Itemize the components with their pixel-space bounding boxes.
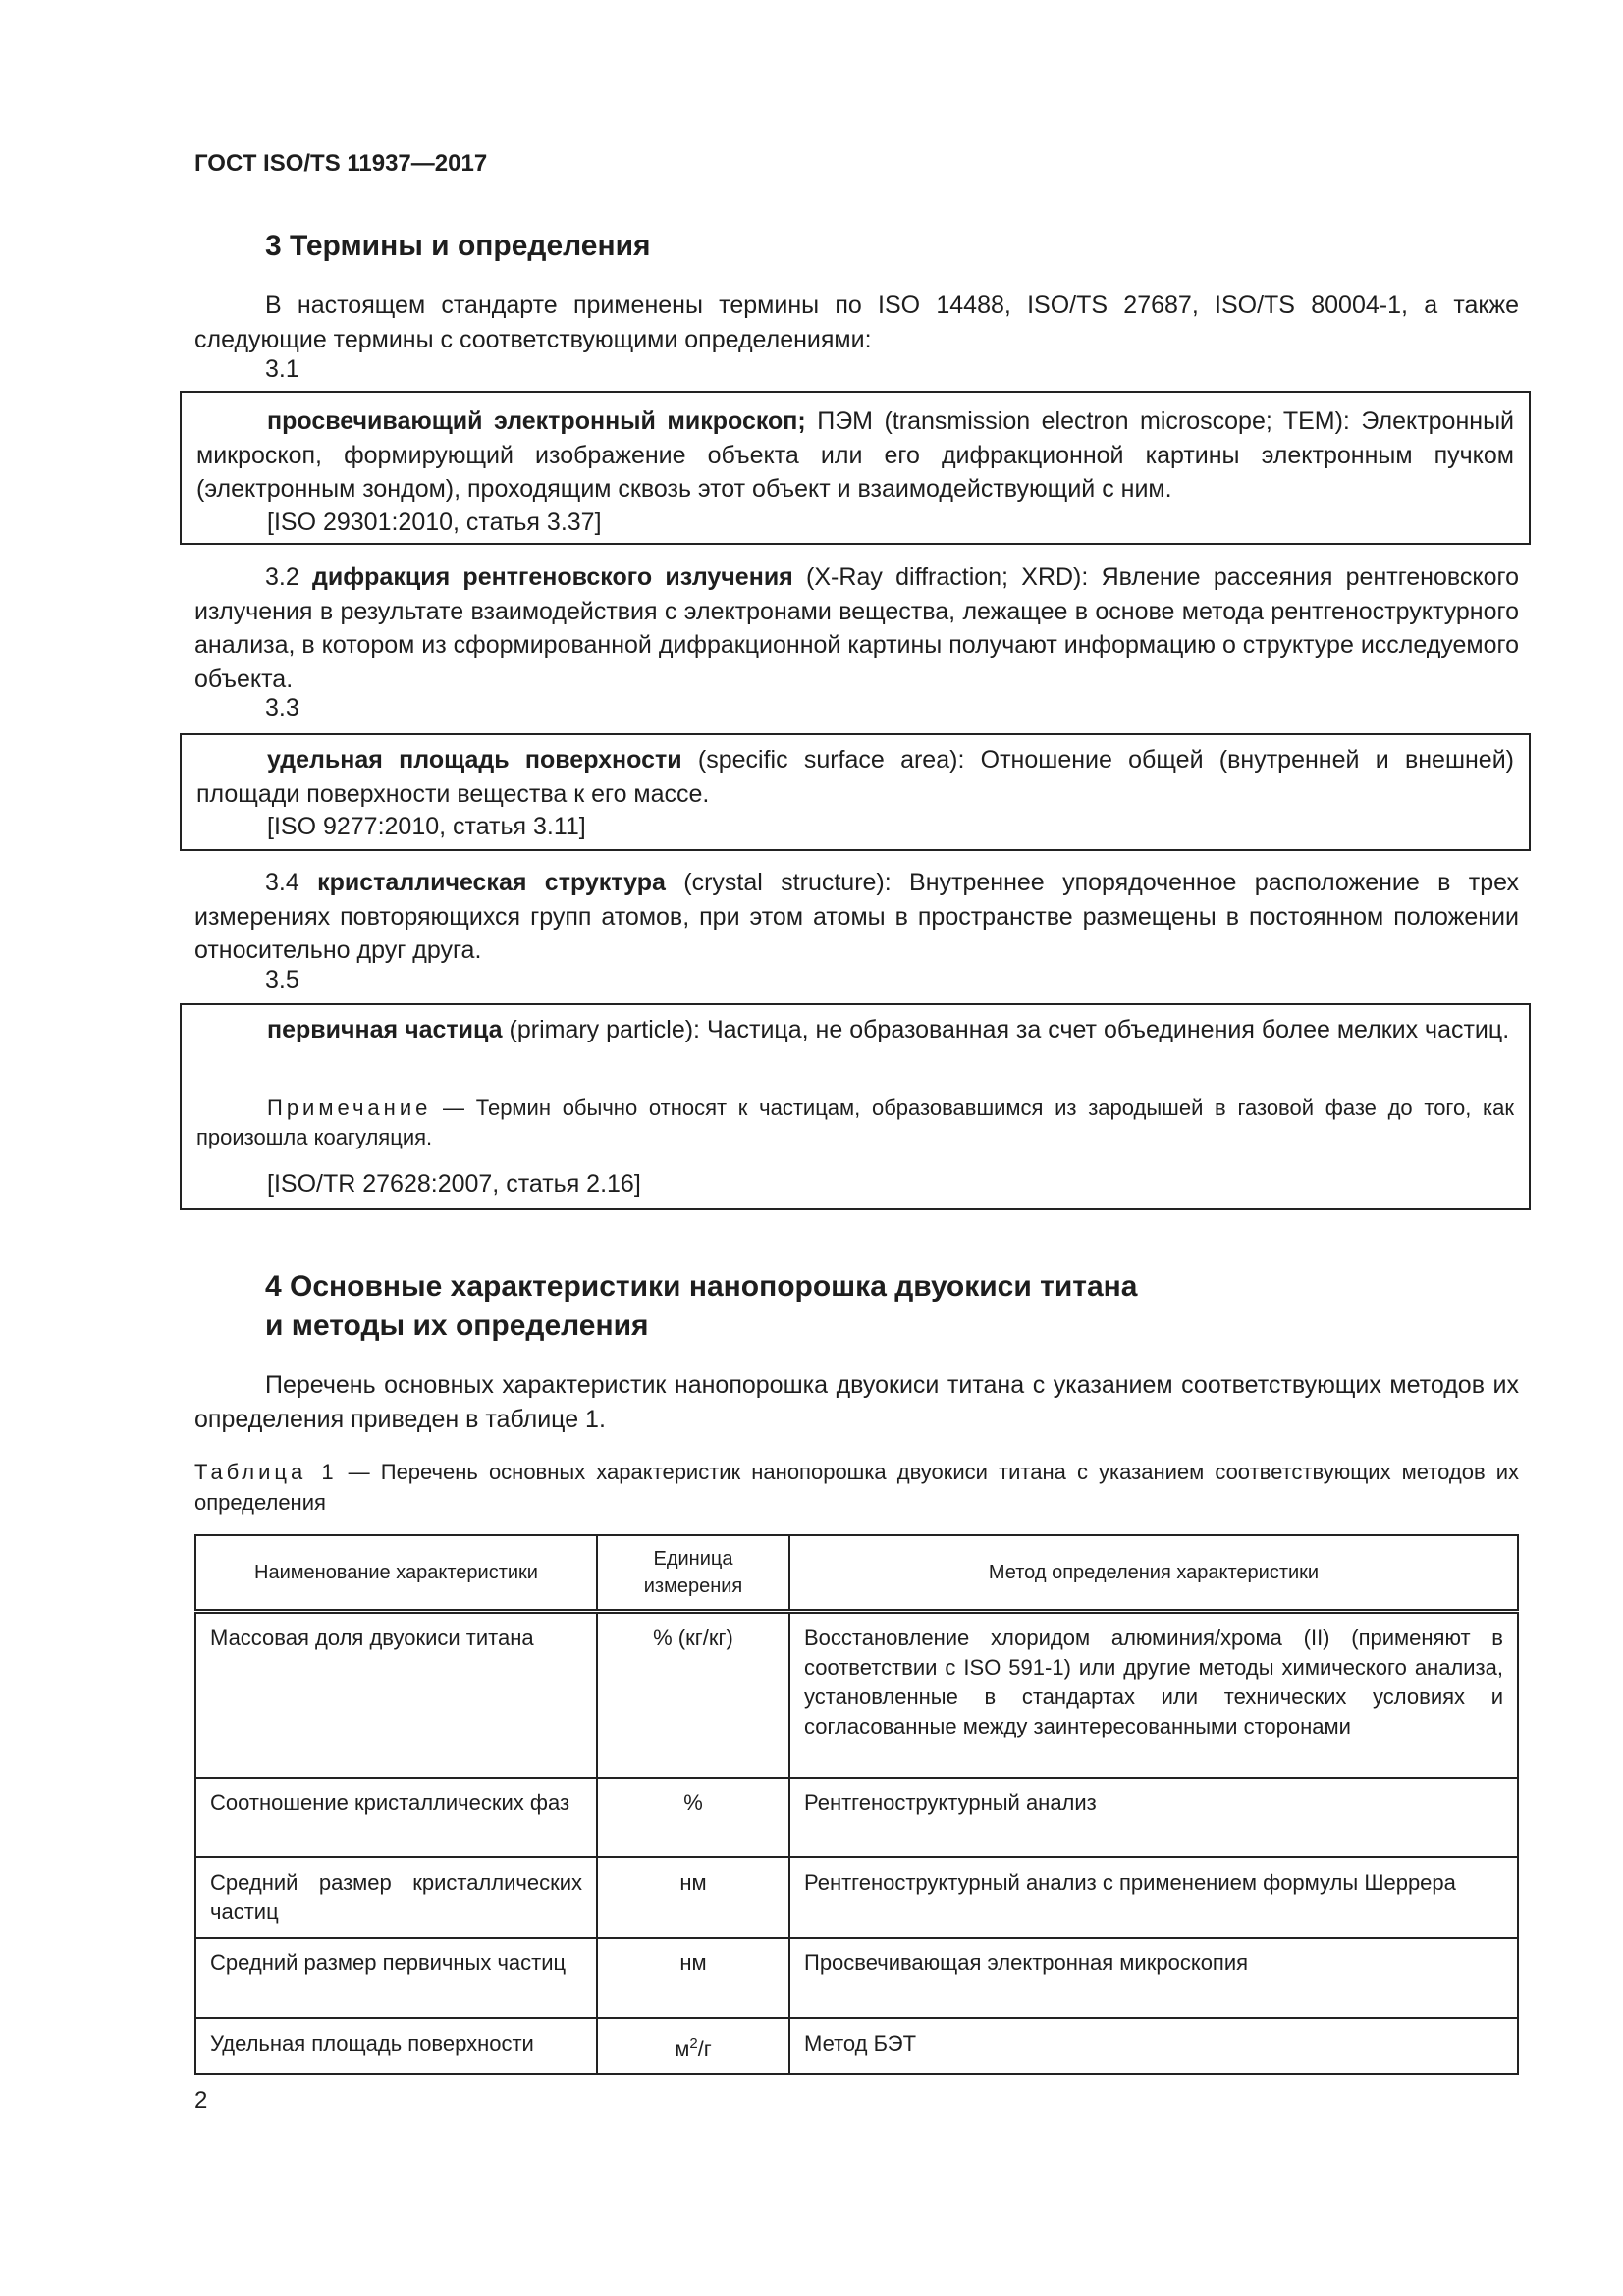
term-number: 3.2 [265, 563, 313, 591]
cell-unit [597, 2018, 789, 2074]
term: кристаллическая структура [317, 869, 666, 896]
term-reference: [ISO/TR 27628:2007, статья 2.16] [267, 1170, 641, 1198]
cell-method: Рентгеноструктурный анализ с применением формулы Шеррера [789, 1857, 1518, 1938]
term-number: 3.1 [265, 355, 299, 383]
unit-superscript: 2 [689, 2034, 698, 2052]
term: первичная частица [267, 1016, 503, 1043]
table-row [195, 2018, 1518, 2074]
cell-method: Просвечивающая электронная микроскопия [789, 1938, 1518, 2018]
unit-rest: /г [697, 2035, 712, 2060]
header-name: Наименование характеристики [195, 1535, 597, 1612]
cell-name: Массовая доля двуокиси титана [195, 1612, 597, 1778]
table-row [195, 1857, 1518, 1938]
term-definition [196, 1013, 1514, 1047]
definition: (primary particle): Частица, не образованная за счет объединения более мелких частиц. [502, 1016, 1510, 1043]
term: дифракция рентгеновского излучения [312, 563, 793, 591]
table-row [195, 1938, 1518, 2018]
term-number: 3.5 [265, 966, 299, 993]
section-4-title [265, 1267, 1137, 1346]
term: удельная площадь поверхности [267, 746, 682, 774]
term-3-4 [194, 866, 1519, 968]
cell-name: Удельная площадь поверхности [195, 2018, 597, 2074]
table-caption [194, 1457, 1519, 1518]
table-row [195, 1778, 1518, 1857]
term-3-2 [194, 561, 1519, 696]
note-text: — Термин обычно относят к частицам, образовавшимся из зародышей в газовой фазе до того, как произошла коагуляция. [196, 1095, 1514, 1149]
cell-name: Средний размер кристаллических частиц [195, 1857, 597, 1938]
cell-name: Средний размер первичных частиц [195, 1938, 597, 2018]
term-number: 3.3 [265, 694, 299, 721]
table-row [195, 1612, 1518, 1778]
section-4-title-line-2: и методы их определения [265, 1309, 649, 1342]
cell-unit: % (кг/кг) [597, 1612, 789, 1778]
definition: (X-Ray diffraction; XRD): Явление рассеяния рентгеновского излучения в результате взаимодействия с электронами вещества, лежащее в основе метода рентгеноструктурного анализа, в котором из сформированной дифракционной картины получают информацию о структуре исследуемого объекта. [194, 563, 1519, 693]
definition: (crystal structure): Внутреннее упорядоченное расположение в трех измерениях повторяющихся групп атомов, при этом атомы в пространстве размещены в постоянном положении относительно друг друга. [194, 869, 1519, 964]
table-caption-label: Таблица 1 [194, 1460, 338, 1484]
unit-base: м [675, 2035, 690, 2060]
table-caption-text: — Перечень основных характеристик нанопорошка двуокиси титана с указанием соответствующих методов их определения [194, 1460, 1520, 1515]
section-3-intro: В настоящем стандарте применены термины по ISO 14488, ISO/TS 27687, ISO/TS 80004-1, а также следующие термины с соответствующими определениями: [194, 292, 1519, 353]
note-label: Примечание [267, 1095, 432, 1120]
cell-name: Соотношение кристаллических фаз [195, 1778, 597, 1857]
document-id: ГОСТ ISO/TS 11937—2017 [194, 150, 488, 177]
table-header-row [195, 1535, 1518, 1612]
term: просвечивающий электронный микроскоп; [267, 407, 806, 435]
cell-unit: % [597, 1778, 789, 1857]
term-number: 3.4 [265, 869, 318, 896]
term-note [196, 1094, 1514, 1152]
section-3-title: 3 Термины и определения [265, 230, 651, 262]
section-4-title-line-1: 4 Основные характеристики нанопорошка двуокиси титана [265, 1270, 1138, 1303]
header-method: Метод определения характеристики [789, 1535, 1518, 1612]
characteristics-table [194, 1534, 1519, 2075]
cell-method: Метод БЭТ [789, 2018, 1518, 2074]
cell-unit: нм [597, 1938, 789, 2018]
section-4-intro: Перечень основных характеристик нанопорошка двуокиси титана с указанием соответствующих методов их определения приведен в таблице 1. [194, 1371, 1519, 1433]
cell-method: Восстановление хлоридом алюминия/хрома (II) (применяют в соответствии с ISO 591-1) или другие методы химического анализа, установленные в стандартах или технических условиях и согласованные между заинтересованными сторонами [789, 1612, 1518, 1778]
term-reference: [ISO 29301:2010, статья 3.37] [267, 508, 602, 536]
term-definition [196, 404, 1514, 507]
definition: (specific surface area): Отношение общей (внутренней и внешней) площади поверхности вещества к его массе. [196, 746, 1514, 808]
term-definition [196, 743, 1514, 811]
term-box-3-3 [180, 733, 1531, 851]
header-unit: Единица измерения [597, 1535, 789, 1612]
cell-unit: нм [597, 1857, 789, 1938]
cell-method: Рентгеноструктурный анализ [789, 1778, 1518, 1857]
term-box-3-1 [180, 391, 1531, 545]
term-reference: [ISO 9277:2010, статья 3.11] [267, 813, 586, 840]
definition: ПЭМ (transmission electron microscope; TEM): Электронный микроскоп, формирующий изображение объекта или его дифракционной картины электронным пучком (электронным зондом), проходящим сквозь этот объект и взаимодействующий с ним. [196, 407, 1515, 503]
term-box-3-5 [180, 1003, 1531, 1210]
page-number: 2 [194, 2087, 208, 2113]
